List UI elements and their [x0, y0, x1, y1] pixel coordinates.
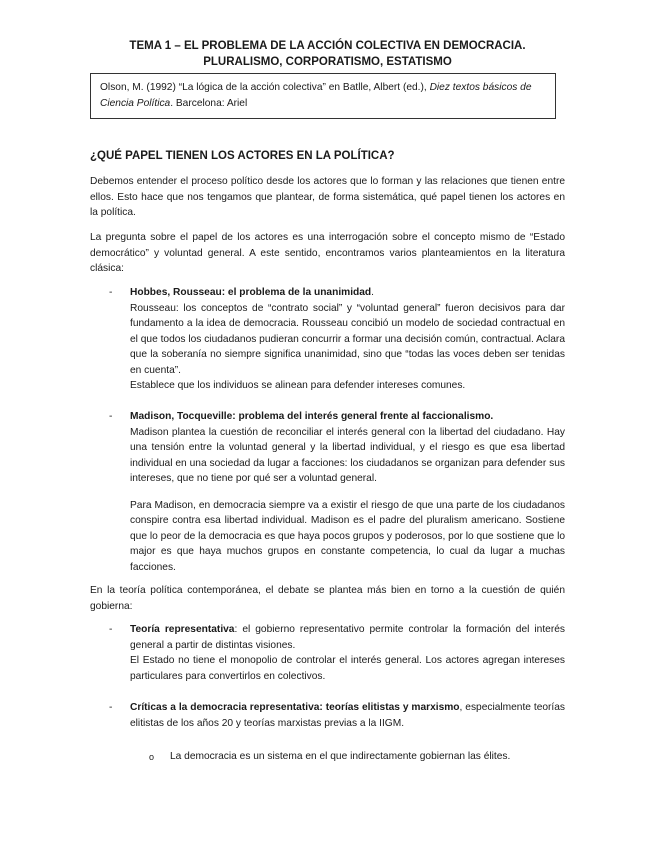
- bullet-dash: -: [109, 702, 113, 713]
- bullet-text: Para Madison, en democracia siempre va a existir el riesgo de que una parte de los ciudadanos conspire contra esa libertad individual. Madison es el padre del pluralism americano. Sostiene que lo peor de la democracia es que haya pocos grupos y poderosos, por lo que sostiene que lo major es que haya muchos grupos en constante competencia, lo cual da lugar a muchas facciones.: [130, 499, 565, 573]
- bullet-text: , especialmente teorías elitistas de los años 20 y teorías marxistas previas a la IIGM.: [130, 702, 566, 729]
- document-title-line1: TEMA 1 – EL PROBLEMA DE LA ACCIÓN COLECTIVA EN DEMOCRACIA.: [129, 40, 526, 52]
- bullet-representative-theory: [130, 622, 565, 684]
- document-title-line2: PLURALISMO, CORPORATISMO, ESTATISMO: [203, 56, 452, 68]
- reference-book-title-part2: Ciencia Política: [100, 98, 171, 109]
- reference-book-title-part1: Diez textos básicos de: [429, 82, 532, 93]
- bibliographic-reference: [90, 73, 556, 119]
- bullet-dash: -: [109, 411, 113, 422]
- bullet-text: : el gobierno representativo permite controlar la formación del interés general a partir de distintas visiones.: [130, 624, 565, 651]
- reference-publisher: . Barcelona: Ariel: [170, 98, 248, 109]
- bullet-text: El Estado no tiene el monopolio de controlar el interés general. Los actores agregan intereses particulares para convertirlos en colectivos.: [130, 655, 565, 682]
- bullet-title: Hobbes, Rousseau: el problema de la unanimidad: [130, 287, 372, 298]
- bullet-title: Críticas a la democracia representativa: teorías elitistas y marxismo: [130, 702, 460, 713]
- paragraph-3: En la teoría política contemporánea, el debate se plantea más bien en torno a la cuestión de quién gobierna:: [90, 585, 565, 612]
- bullet-dash: -: [109, 287, 113, 298]
- bullet-text: Madison plantea la cuestión de reconciliar el interés general con la libertad del ciudadano. Hay una tensión entre la voluntad general y la libertad individual, y el riesgo es que esa libertad individual en una sociedad da lugar a facciones: los ciudadanos se organizan para defender sus intereses, que no tiene por qué ser a voluntad general.: [130, 426, 565, 484]
- bullet-madison-tocqueville: [130, 409, 565, 575]
- bullet-text: Rousseau: los conceptos de “contrato social” y “voluntad general” fueron decisivos para dar fundamento a la idea de democracia. Rousseau concibió un modelo de sociedad contractual en el que todos los ciudadanos pudieran concurrir a formar una decisión común, contractual. Aclara que la soberanía no siempre significa unanimidad, sino que “todas las voces deben ser tenidas en cuenta”.: [130, 302, 565, 376]
- sub-bullet-elites: La democracia es un sistema en el que indirectamente gobiernan las élites.: [170, 751, 511, 762]
- bullet-hobbes-rousseau: [130, 285, 565, 394]
- bullet-text: Establece que los individuos se alinean para defender intereses comunes.: [130, 380, 466, 391]
- paragraph-1: Debemos entender el proceso político desde los actores que lo forman y las relaciones que tienen entre ellos. Esto hace que nos tengamos que plantear, de forma sistemática, qué papel tienen los actores en la política.: [90, 176, 565, 218]
- bullet-title-end: .: [371, 287, 374, 298]
- circle-bullet-marker: o: [149, 752, 155, 762]
- paragraph-2: La pregunta sobre el papel de los actores es una interrogación sobre el concepto mismo de “Estado democrático” y voluntad general. A este sentido, encontramos varios planteamientos en la literatura clásica:: [90, 232, 565, 274]
- reference-authors: Olson, M. (1992) “La lógica de la acción colectiva” en Batlle, Albert (ed.),: [100, 82, 430, 93]
- bullet-dash: -: [109, 624, 113, 635]
- bullet-title: Madison, Tocqueville: problema del interés general frente al faccionalismo.: [130, 411, 494, 422]
- section-heading: ¿QUÉ PAPEL TIENEN LOS ACTORES EN LA POLÍTICA?: [90, 150, 395, 162]
- bullet-title: Teoría representativa: [130, 624, 235, 635]
- bullet-critiques: [130, 700, 565, 731]
